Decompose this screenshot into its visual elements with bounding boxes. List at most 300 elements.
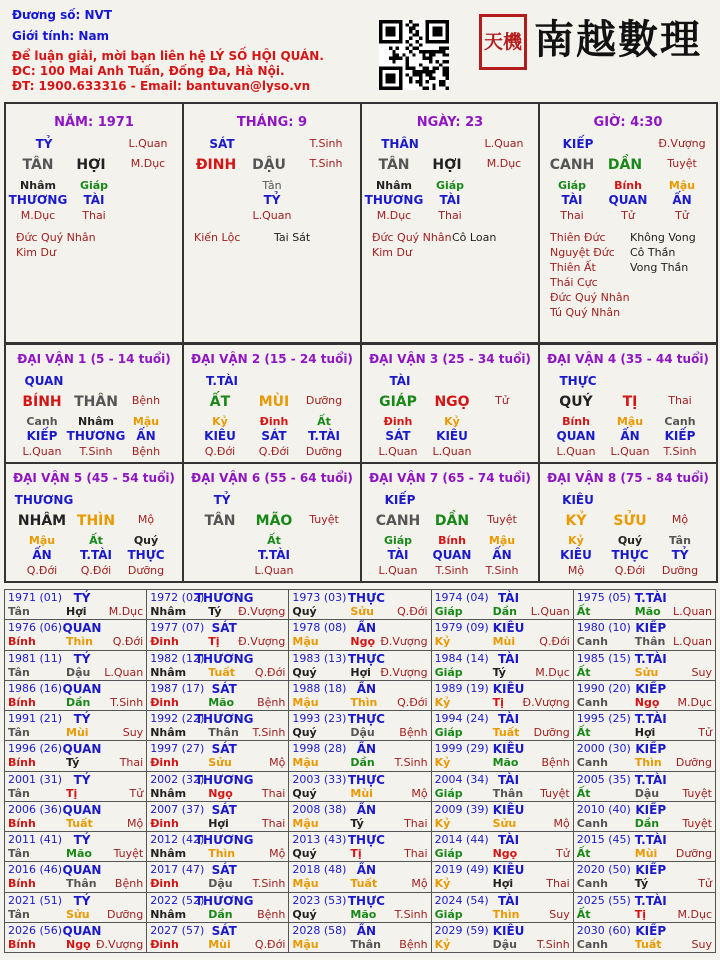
year-cell <box>147 620 289 650</box>
pillar-changsheng: T.Sinh <box>309 137 343 150</box>
year-changsheng: M.Dục <box>677 907 712 921</box>
year-label: 1983 (13) <box>292 651 347 665</box>
year-stem: Mậu <box>292 816 319 830</box>
year-stem: Tân <box>8 847 30 860</box>
year-cell <box>147 711 289 741</box>
dai-van-hidden-changsheng: L.Quan <box>378 564 418 577</box>
subject-name-line: Đương số: NVT <box>12 8 113 22</box>
year-branch: Tuất <box>634 937 662 951</box>
dai-van-hidden-stem: Quý <box>133 534 159 547</box>
year-branch: Dậu <box>350 726 375 739</box>
dai-van-ganzhi: TỊ <box>622 394 638 410</box>
year-stem: Giáp <box>434 786 463 800</box>
dai-van-hidden-changsheng: T.Sinh <box>485 564 519 577</box>
year-label: 1978 (08) <box>292 621 347 635</box>
year-god: TỶ <box>73 833 91 847</box>
year-cell <box>5 892 147 922</box>
year-branch: Tuất <box>350 877 378 891</box>
year-god: THƯƠNG <box>194 712 254 726</box>
year-changsheng: Thai <box>261 786 286 800</box>
year-cell <box>431 862 573 892</box>
year-label: 1982 (12) <box>150 651 205 665</box>
year-god: KIÊU <box>492 621 525 636</box>
dai-van-hidden-changsheng: L.Quan <box>556 445 596 458</box>
dai-van-hidden-changsheng: T.Sinh <box>79 445 113 458</box>
star-right: Tai Sát <box>274 231 311 244</box>
dai-van-cell-4 <box>538 343 718 464</box>
dai-van-ganzhi: MÙI <box>258 394 290 410</box>
dai-van-hidden-changsheng: T.Sinh <box>663 445 697 458</box>
year-changsheng: Q.Đới <box>539 635 570 649</box>
year-branch: Thân <box>208 726 239 739</box>
hidden-changsheng: Tử <box>675 209 689 222</box>
table-row <box>5 862 716 892</box>
year-branch: Tý <box>492 665 506 679</box>
hidden-god: TỶ <box>263 193 281 207</box>
year-label: 2028 (58) <box>292 923 347 937</box>
dai-van-hidden-stem: Canh <box>26 415 58 428</box>
dai-van-hidden-changsheng: Bệnh <box>131 445 161 458</box>
year-stem: Quý <box>292 907 317 921</box>
year-label: 1986 (16) <box>8 681 63 695</box>
year-label: 2016 (46) <box>8 863 63 877</box>
year-stem: Mậu <box>292 695 319 709</box>
year-label: 2003 (33) <box>292 772 347 786</box>
year-label: 2005 (35) <box>576 772 631 786</box>
year-branch: Ngọ <box>66 937 91 951</box>
year-changsheng: Q.Đới <box>254 665 286 679</box>
hidden-god: TÀI <box>561 193 583 207</box>
year-branch: Ngọ <box>350 635 376 649</box>
year-label: 1991 (21) <box>8 712 63 725</box>
dai-van-hidden-god: ẤN <box>492 548 512 562</box>
dai-van-hidden-changsheng: L.Quan <box>432 445 472 458</box>
pillar-ganzhi: HỢI <box>432 157 462 173</box>
dai-van-changsheng: Tuyệt <box>487 513 517 526</box>
year-changsheng: Tử <box>129 786 144 800</box>
year-cell <box>289 590 431 620</box>
year-branch: Mùi <box>350 786 373 800</box>
dai-van-hidden-stem: Mậu <box>488 534 516 547</box>
year-label: 2027 (57) <box>150 923 205 937</box>
year-label: 1992 (22) <box>150 712 205 725</box>
year-branch: Thân <box>350 937 381 951</box>
year-branch: Dần <box>492 605 517 618</box>
year-god: THỰC <box>347 651 385 666</box>
dai-van-hidden-changsheng: Q.Đới <box>614 564 646 577</box>
year-cell <box>147 892 289 922</box>
dai-van-changsheng: Mộ <box>137 513 155 526</box>
year-label: 1971 (01) <box>8 591 63 604</box>
year-stem: Ất <box>576 726 591 739</box>
year-stem: Quý <box>292 605 317 618</box>
year-stem: Kỷ <box>434 756 451 770</box>
qr-code-icon[interactable] <box>379 20 449 90</box>
year-god: T.TÀI <box>634 833 667 847</box>
year-stem: Giáp <box>434 907 463 921</box>
year-god: T.TÀI <box>634 591 667 605</box>
year-cell <box>147 922 289 952</box>
year-cell <box>289 922 431 952</box>
year-stem: Mậu <box>292 877 319 891</box>
year-stem: Quý <box>292 786 317 800</box>
year-stem: Mậu <box>292 635 319 649</box>
brand-title: 南越數理 <box>534 16 702 63</box>
dai-van-changsheng: Bệnh <box>131 394 161 407</box>
star-right: Cô Loan <box>452 231 497 244</box>
year-god: KIẾP <box>635 621 667 636</box>
year-god: QUAN <box>62 681 102 696</box>
hidden-changsheng: Thai <box>560 209 584 222</box>
year-stem: Mậu <box>292 756 319 770</box>
dai-van-ganzhi: CANH <box>375 513 421 529</box>
year-stem: Nhâm <box>150 847 187 860</box>
year-cell <box>5 650 147 680</box>
year-label: 2013 (43) <box>292 833 347 846</box>
year-changsheng: Bệnh <box>257 695 286 709</box>
dai-van-ganzhi: QUÝ <box>559 394 593 410</box>
year-label: 1975 (05) <box>576 591 631 604</box>
pillar-changsheng: M.Dục <box>486 157 522 170</box>
dai-van-hidden-changsheng: Mộ <box>567 564 585 577</box>
year-changsheng: T.Sinh <box>252 726 286 739</box>
year-changsheng: Bệnh <box>114 877 144 891</box>
pillar-cell-3 <box>360 102 540 344</box>
table-row <box>5 590 716 620</box>
year-branch: Hợi <box>492 877 514 891</box>
year-branch: Thìn <box>492 907 520 921</box>
year-changsheng: T.Sinh <box>394 907 428 921</box>
year-changsheng: T.Sinh <box>536 937 570 951</box>
dai-van-cell-6 <box>182 462 362 583</box>
year-god: THƯƠNG <box>194 591 254 605</box>
year-changsheng: Đ.Vượng <box>238 605 286 618</box>
dai-van-ganzhi: THÌN <box>76 513 116 529</box>
year-changsheng: Bệnh <box>257 907 286 921</box>
year-label: 2023 (53) <box>292 893 347 907</box>
star-left: Thái Cực <box>550 276 598 289</box>
pillar-changsheng: L.Quan <box>128 137 168 150</box>
year-label: 2015 (45) <box>576 833 631 846</box>
year-changsheng: Đ.Vượng <box>238 635 286 649</box>
year-changsheng: M.Dục <box>108 605 144 618</box>
year-cell <box>289 832 431 862</box>
dai-van-hidden-god: T.TÀI <box>308 429 340 443</box>
year-label: 2001 (31) <box>8 772 63 786</box>
year-god: ẤN <box>356 681 377 696</box>
year-branch: Tuất <box>208 665 235 679</box>
year-branch: Thìn <box>350 695 378 709</box>
dai-van-hidden-changsheng: T.Sinh <box>435 564 469 577</box>
year-stem: Ất <box>576 907 591 921</box>
star-left: Thiên Ất <box>550 261 596 274</box>
pillar-cell-4 <box>538 102 718 344</box>
year-cell <box>289 801 431 831</box>
pillar-ganzhi: TÂN <box>378 157 410 173</box>
dai-van-hidden-god: QUAN <box>432 548 472 562</box>
year-changsheng: Thai <box>261 816 286 830</box>
dai-van-hidden-stem: Đinh <box>259 415 289 428</box>
dai-van-hidden-stem: Giáp <box>383 534 413 547</box>
star-left: Đức Quý Nhân <box>16 231 96 244</box>
year-god: KIẾP <box>635 802 667 817</box>
year-label: 1994 (24) <box>434 712 489 725</box>
year-changsheng: L.Quan <box>673 605 712 618</box>
dai-van-changsheng: Tử <box>495 394 509 407</box>
year-cell <box>573 741 715 771</box>
year-changsheng: Suy <box>691 665 712 679</box>
year-branch: Tý <box>634 877 649 891</box>
dai-van-hidden-stem: Kỷ <box>212 415 228 428</box>
dai-van-hidden-changsheng: Q.Đới <box>80 564 112 577</box>
year-cell <box>5 711 147 741</box>
pillar-ganzhi: DẬU <box>252 157 286 173</box>
year-cell <box>289 892 431 922</box>
year-cell <box>573 771 715 801</box>
year-god: TÀI <box>498 712 520 726</box>
table-row <box>5 741 716 771</box>
star-right: Vong Thần <box>630 261 689 274</box>
year-god: TÀI <box>498 651 520 666</box>
year-branch: Mão <box>208 695 235 709</box>
year-god: QUAN <box>62 863 102 878</box>
dai-van-ganzhi: NHÂM <box>17 513 67 529</box>
year-label: 1979 (09) <box>434 621 489 635</box>
year-label: 1974 (04) <box>434 591 489 604</box>
year-branch: Mùi <box>492 635 516 649</box>
year-cell <box>289 862 431 892</box>
year-label: 2024 (54) <box>434 893 489 907</box>
year-changsheng: Thai <box>119 756 144 770</box>
year-stem: Canh <box>576 635 608 649</box>
year-cell <box>5 620 147 650</box>
dai-van-hidden-god: THƯƠNG <box>66 429 126 443</box>
year-god: KIẾP <box>635 742 667 757</box>
dai-van-hidden-stem: Nhâm <box>78 415 114 428</box>
year-changsheng: Đ.Vượng <box>380 635 428 649</box>
year-god: QUAN <box>62 923 102 938</box>
dai-van-title: ĐẠI VẬN 2 (15 - 24 tuổi) <box>191 352 353 366</box>
dai-van-hidden-stem: Đinh <box>383 415 413 428</box>
year-god: SÁT <box>211 621 237 636</box>
hidden-changsheng: M.Dục <box>20 209 56 222</box>
seal-stamp: 天機 <box>479 14 527 70</box>
dai-van-hidden-god: ẤN <box>136 429 156 443</box>
year-stem: Tân <box>8 786 30 800</box>
hidden-stem: Mậu <box>668 179 696 192</box>
year-changsheng: Suy <box>691 937 712 951</box>
pillar-god: SÁT <box>209 137 235 151</box>
year-cell <box>431 711 573 741</box>
year-branch: Tị <box>634 907 647 921</box>
dai-van-hidden-changsheng: Q.Đới <box>258 445 290 458</box>
year-label: 2018 (48) <box>292 863 347 877</box>
year-stem: Đinh <box>150 695 179 709</box>
hidden-changsheng: L.Quan <box>252 209 292 222</box>
year-changsheng: Tử <box>698 726 712 739</box>
year-god: ẤN <box>356 742 377 757</box>
year-branch: Dậu <box>634 786 660 800</box>
dai-van-hidden-stem: Kỷ <box>444 415 460 428</box>
year-god: T.TÀI <box>634 651 667 666</box>
dai-van-title: ĐẠI VẬN 8 (75 - 84 tuổi) <box>547 471 709 485</box>
year-god: TỶ <box>73 651 91 666</box>
year-label: 2017 (47) <box>150 863 205 877</box>
year-cell <box>573 892 715 922</box>
year-label: 2021 (51) <box>8 893 63 907</box>
year-stem: Nhâm <box>150 605 187 618</box>
year-label: 1995 (25) <box>576 712 631 725</box>
hidden-god: THƯƠNG <box>8 193 68 207</box>
pillar-ganzhi: DẦN <box>607 157 643 173</box>
year-changsheng: Thai <box>404 816 428 830</box>
table-row <box>5 771 716 801</box>
dai-van-hidden-changsheng: Q.Đới <box>204 445 236 458</box>
pillar-changsheng: T.Sinh <box>309 157 343 170</box>
year-label: 2011 (41) <box>8 833 63 846</box>
year-branch: Tý <box>350 816 364 830</box>
year-changsheng: Q.Đới <box>397 605 428 618</box>
dai-van-ganzhi: THÂN <box>74 394 118 410</box>
year-god: SÁT <box>211 802 237 817</box>
year-branch: Dần <box>350 756 375 770</box>
year-changsheng: Tử <box>556 847 570 860</box>
dai-van-hidden-god: SÁT <box>385 429 411 443</box>
dai-van-cell-2 <box>182 343 362 464</box>
year-branch: Mão <box>492 756 519 770</box>
year-god: SÁT <box>211 681 237 696</box>
year-stem: Nhâm <box>150 907 187 921</box>
year-changsheng: T.Sinh <box>394 756 428 770</box>
year-cell <box>147 801 289 831</box>
contact-cta-line: Để luận giải, mời bạn liên hệ LÝ SỐ HỘI QUÁN. <box>12 49 324 63</box>
year-branch: Dậu <box>66 665 91 679</box>
year-stem: Kỷ <box>434 937 451 951</box>
year-god: THƯƠNG <box>194 833 254 847</box>
year-branch: Mão <box>350 907 377 921</box>
year-god: THỰC <box>347 591 385 605</box>
year-label: 2002 (32) <box>150 772 205 786</box>
year-branch: Sửu <box>492 816 517 830</box>
star-right: Cô Thần <box>630 246 676 259</box>
year-god: T.TÀI <box>634 712 667 726</box>
dai-van-hidden-god: ẤN <box>32 548 52 562</box>
year-god: THƯƠNG <box>194 651 254 666</box>
year-god: KIẾP <box>635 923 667 938</box>
year-god: TÀI <box>498 893 520 908</box>
year-stem: Giáp <box>434 605 463 618</box>
dai-van-changsheng: Thai <box>668 394 692 407</box>
dai-van-god: QUAN <box>24 374 64 388</box>
hidden-stem: Nhâm <box>20 179 56 192</box>
year-god: QUAN <box>62 621 102 636</box>
year-label: 2022 (52) <box>150 893 205 907</box>
dai-van-title: ĐẠI VẬN 7 (65 - 74 tuổi) <box>369 471 531 485</box>
table-row <box>5 832 716 862</box>
dai-van-changsheng: Mộ <box>671 513 689 526</box>
year-god: THƯƠNG <box>194 893 254 908</box>
dai-van-god: THỰC <box>559 374 597 388</box>
year-branch: Thân <box>66 877 97 891</box>
year-cell <box>573 832 715 862</box>
dai-van-hidden-stem: Quý <box>617 534 643 547</box>
year-god: KIÊU <box>492 923 525 938</box>
dai-van-hidden-god: QUAN <box>556 429 596 443</box>
year-god: T.TÀI <box>634 893 667 908</box>
year-god: TỶ <box>73 591 91 605</box>
hidden-stem: Tân <box>262 179 282 192</box>
year-branch: Hợi <box>634 726 656 739</box>
year-god: THỰC <box>347 833 385 847</box>
year-stem: Quý <box>292 847 317 860</box>
dai-van-hidden-god: T.TÀI <box>80 548 112 562</box>
dai-van-ganzhi: DẦN <box>434 513 470 529</box>
year-changsheng: Đ.Vượng <box>380 665 428 679</box>
year-branch: Ngọ <box>492 847 518 860</box>
year-cell <box>431 832 573 862</box>
dai-van-changsheng: Tuyệt <box>309 513 339 526</box>
year-branch: Thân <box>492 786 524 800</box>
hidden-stem: Nhâm <box>376 179 412 192</box>
dai-van-hidden-god: KIẾP <box>664 429 696 443</box>
year-label: 2025 (55) <box>576 893 631 907</box>
year-branch: Dậu <box>492 937 517 951</box>
year-cell <box>289 771 431 801</box>
year-label: 1984 (14) <box>434 651 489 665</box>
pillar-changsheng: M.Dục <box>130 157 166 170</box>
dai-van-title: ĐẠI VẬN 3 (25 - 34 tuổi) <box>369 352 531 366</box>
hidden-stem: Giáp <box>557 179 587 192</box>
pillar-title: THÁNG: 9 <box>236 115 308 130</box>
year-god: THỰC <box>347 712 385 726</box>
dai-van-hidden-stem: Ất <box>317 415 331 428</box>
hidden-changsheng: Tử <box>621 209 635 222</box>
year-god: QUAN <box>62 802 102 817</box>
year-label: 1997 (27) <box>150 742 205 756</box>
year-changsheng: Suy <box>122 726 144 739</box>
year-changsheng: Q.Đới <box>112 635 144 649</box>
year-label: 2009 (39) <box>434 802 489 816</box>
table-row <box>5 892 716 922</box>
year-changsheng: Mộ <box>269 847 286 860</box>
star-left: Kiến Lộc <box>194 231 241 244</box>
year-changsheng: Tử <box>698 877 712 891</box>
dai-van-hidden-changsheng: Q.Đới <box>26 564 58 577</box>
year-changsheng: L.Quan <box>530 605 570 618</box>
year-label: 2000 (30) <box>576 742 631 756</box>
year-god: TỶ <box>73 772 91 787</box>
year-stem: Kỷ <box>434 695 451 709</box>
pillar-ganzhi: CANH <box>549 157 595 173</box>
dai-van-god: KIÊU <box>562 493 594 507</box>
year-cell <box>431 922 573 952</box>
hidden-god: TÀI <box>439 193 461 207</box>
year-label: 1977 (07) <box>150 621 205 635</box>
year-god: SÁT <box>211 863 237 878</box>
year-stem: Đinh <box>150 816 179 830</box>
pillar-cell-1 <box>4 102 184 344</box>
year-god: ẤN <box>356 863 377 878</box>
year-changsheng: Mộ <box>411 786 428 800</box>
year-cell <box>431 650 573 680</box>
year-stem: Tân <box>8 907 30 921</box>
year-cell <box>5 590 147 620</box>
year-label: 2008 (38) <box>292 802 347 816</box>
year-changsheng: Tuyệt <box>113 847 144 860</box>
hidden-stem: Giáp <box>435 179 465 192</box>
dai-van-ganzhi: SỬU <box>613 513 647 529</box>
dai-van-hidden-god: KIÊU <box>436 429 468 443</box>
